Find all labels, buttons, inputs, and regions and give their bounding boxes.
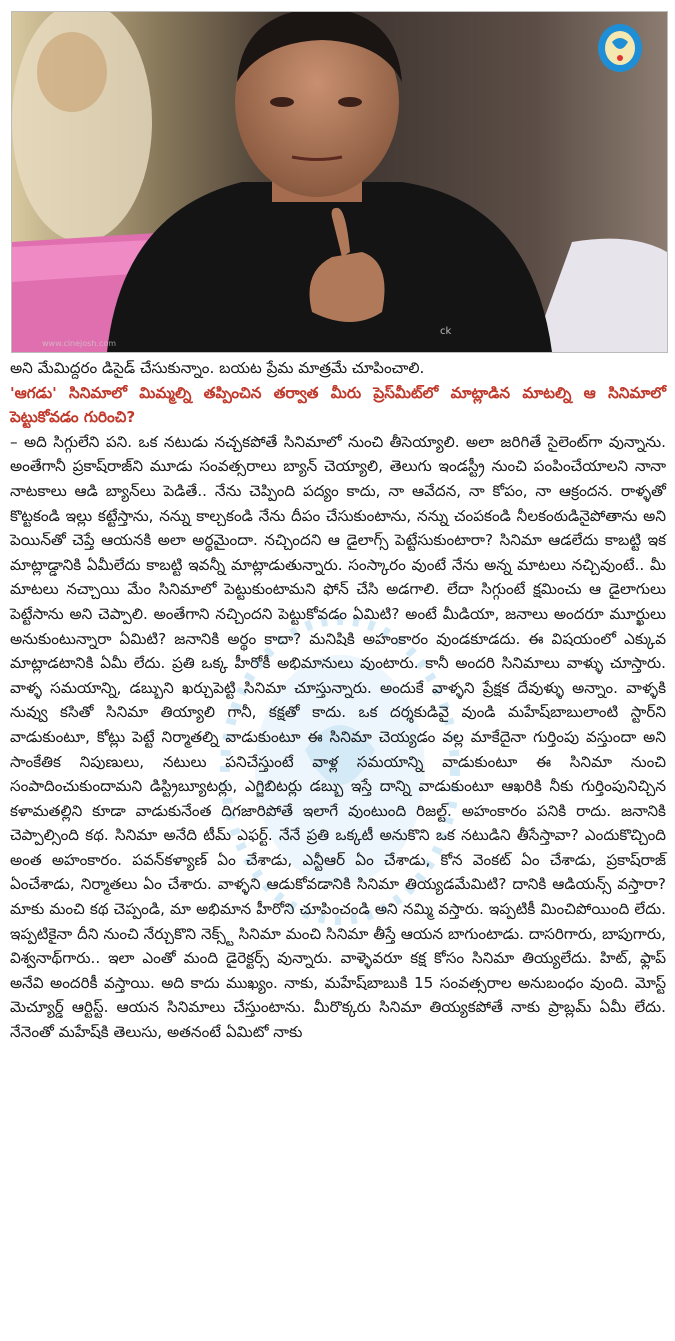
photo-watermark: www.cinejosh.com: [42, 339, 117, 348]
answer-paragraph: – అది సిగ్గులేని పని. ఒక నటుడు నచ్చకపోతే సినిమాలో నుంచి తీసెయ్యాలి. అలా జరిగితే సైలెంట్‌గా వున్నాను. అంతేగానీ ప్రకాష్‌రాజ్‌ని మూడు సంవత్సరాలు బ్యాన్ చెయ్యాలి, తెలుగు ఇండస్ట్రీ నుంచి పంపించేయాలని నానా నాటకాలు ఆడి బ్యాన్‌లు పెడితే.. నేను చెప్పింది పద్యం కాదు, నా ఆవేదన, నా కోపం, నా ఆక్రందన. రాళ్ళతో కొట్టకండి ఇల్లు కట్టేస్తాను, నన్ను కాల్చకండి నేను దీపం చేసుకుంటాను, నన్ను చంపకండి నీలకంఠుడినైపోతాను అని పెయిన్‌తో చెప్తే ఆయనకి అలా అర్థమైందా. నచ్చిందని ఆ డైలాగ్స్ పెట్టేసుకుంటారా? సినిమా ఆడలేదు కాబట్టి ఇక మాట్లాడ్డానికి ఏమీలేదు కాబట్టి ఇవన్నీ మాట్లాడుతున్నారు. సంస్కారం వుంటే నేను అన్న మాటలు నచ్చివుంటే.. మీ మాటలు నచ్చాయి మేం సినిమాలో పెట్టుకుంటామని ఫోన్ చేసి అడగాలి. లేదా సిగ్గుంటే క్షమించు ఆ డైలాగులు పెట్టేసాను అని చెప్పాలి. అంతేగాని నచ్చిందని పెట్టుకోవడం ఏమిటి? అంటే మీడియా, జనాలు అందరూ మూర్ఖులు అనుకుంటున్నారా ఏమిటి? జనానికి అర్థం కాదా? మనిషికి అహంకారం వుండకూడదు. ఈ విషయంలో ఎక్కువ మాట్లాడటానికి ఏమీ లేదు. ప్రతి ఒక్క హీరోకీ అభిమానులు వుంటారు. కానీ అందరి సినిమాలు వాళ్ళు చూస్తారు. వాళ్ళ సమయాన్ని, డబ్బుని ఖర్చుపెట్టి సినిమా చూస్తున్నారు. అందుకే వాళ్ళని ప్రేక్షక దేవుళ్ళు అన్నాం. వాళ్ళకి నువ్వు కసితో సినిమా తియ్యాలి గానీ, కక్షతో కాదు. ఒక దర్శకుడివై వుండి మహేష్‌బాబులాంటి స్టార్‌ని వాడుకుంటూ, కోట్లు పెట్టే నిర్మాతల్ని వాడుకుంటూ ఈ సినిమా చెయ్యడం వల్ల మాకేదైనా గుర్తింపు వస్తుందా అని సాంకేతిక నిపుణులు, నటులు పనిచేస్తుంటే వాళ్ల సమయాన్ని వాడుకుంటూ ఈ సినిమా నుంచి సంపాదించుకుందామని డిస్ట్రిబ్యూటర్లు, ఎగ్జిబిటర్లు డబ్బు ఇస్తే దాన్ని వాడుకుంటూ ఆఖరికి నీకు గుర్తింపునిచ్చిన కళామతల్లిని కూడా వాడుకునేంత దిగజారిపోతే ఇలాగే వుంటుంది రిజల్ట్. అహంకారం పనికి రాదు. జనానికి చెప్పాల్సింది కథ. సినిమా అనేది టీమ్ ఎఫర్ట్. నేనే ప్రతి ఒక్కటీ అనుకొని ఒక నటుడిని తీసేస్తావా? ఎందుకొచ్చింది అంత అహంకారం. పవన్‌కళ్యాణ్ ఏం చేశాడు, ఎన్టీఆర్ ఏం చేశాడు, కోన వెంకట్ ఏం చేశాడు, ప్రకాష్‌రాజ్ ఏంచేశాడు, నిర్మాతలు ఏం చేశారు. వాళ్ళని ఆడుకోవడానికి సినిమా తియ్యడమేమిటి? దానికి ఆడియన్స్ వస్తారా? మాకు మంచి కథ చెప్పండి, మా అభిమాన హీరోని చూపించండి అని నమ్మి వస్తారు. ఇప్పటికీ మించిపోయింది లేదు. ఇప్పటికైనా దీని నుంచి నేర్చుకొని నెక్స్ట్ సినిమా మంచి సినిమా తీస్తే ఆయన బాగుంటాడు. దాసరిగారు, బాపుగారు, విశ్వనాథ్‌గారు.. ఇలా ఎంతో మంది డైరెక్టర్స్ వున్నారు. వాళ్ళెవరూ కక్ష కోసం సినిమా తియ్యలేదు. హిట్, ఫ్లాప్ అనేవి అందరికీ వస్తాయి. అది కాదు ముఖ్యం. నాకు, మహేష్‌బాబుకి 15 సంవత్సరాల అనుబంధం వుంది. మోస్ట్ మెచ్యూర్డ్ ఆర్టిస్ట్. ఆయన సినిమాలు చేస్తుంటాను. మీరొక్కరు సినిమా తియ్యకపోతే నాకు ప్రాబ్లమ్ ఏమీ లేదు. నేనెంతో మహేష్‌కి తెలుసు, అతనంటే ఏమిటో నాకు: [10, 432, 666, 1042]
article-body: [10, 356, 666, 1045]
article-photo: [11, 11, 668, 353]
intro-paragraph: అని మేమిద్దరం డిసైడ్ చేసుకున్నాం. బయట ప్రేమ మాత్రమే చూపించాలి.: [10, 359, 425, 377]
site-logo-icon: [598, 24, 642, 72]
interview-question: 'ఆగడు' సినిమాలో మిమ్మల్ని తప్పించిన తర్వాత మీరు ప్రెస్‌మీట్‌లో మాట్లాడిన మాటల్ని ఆ సినిమాలో పెట్టుకోవడం గురించి?: [10, 383, 666, 427]
shirt-logo: ck: [440, 326, 452, 337]
